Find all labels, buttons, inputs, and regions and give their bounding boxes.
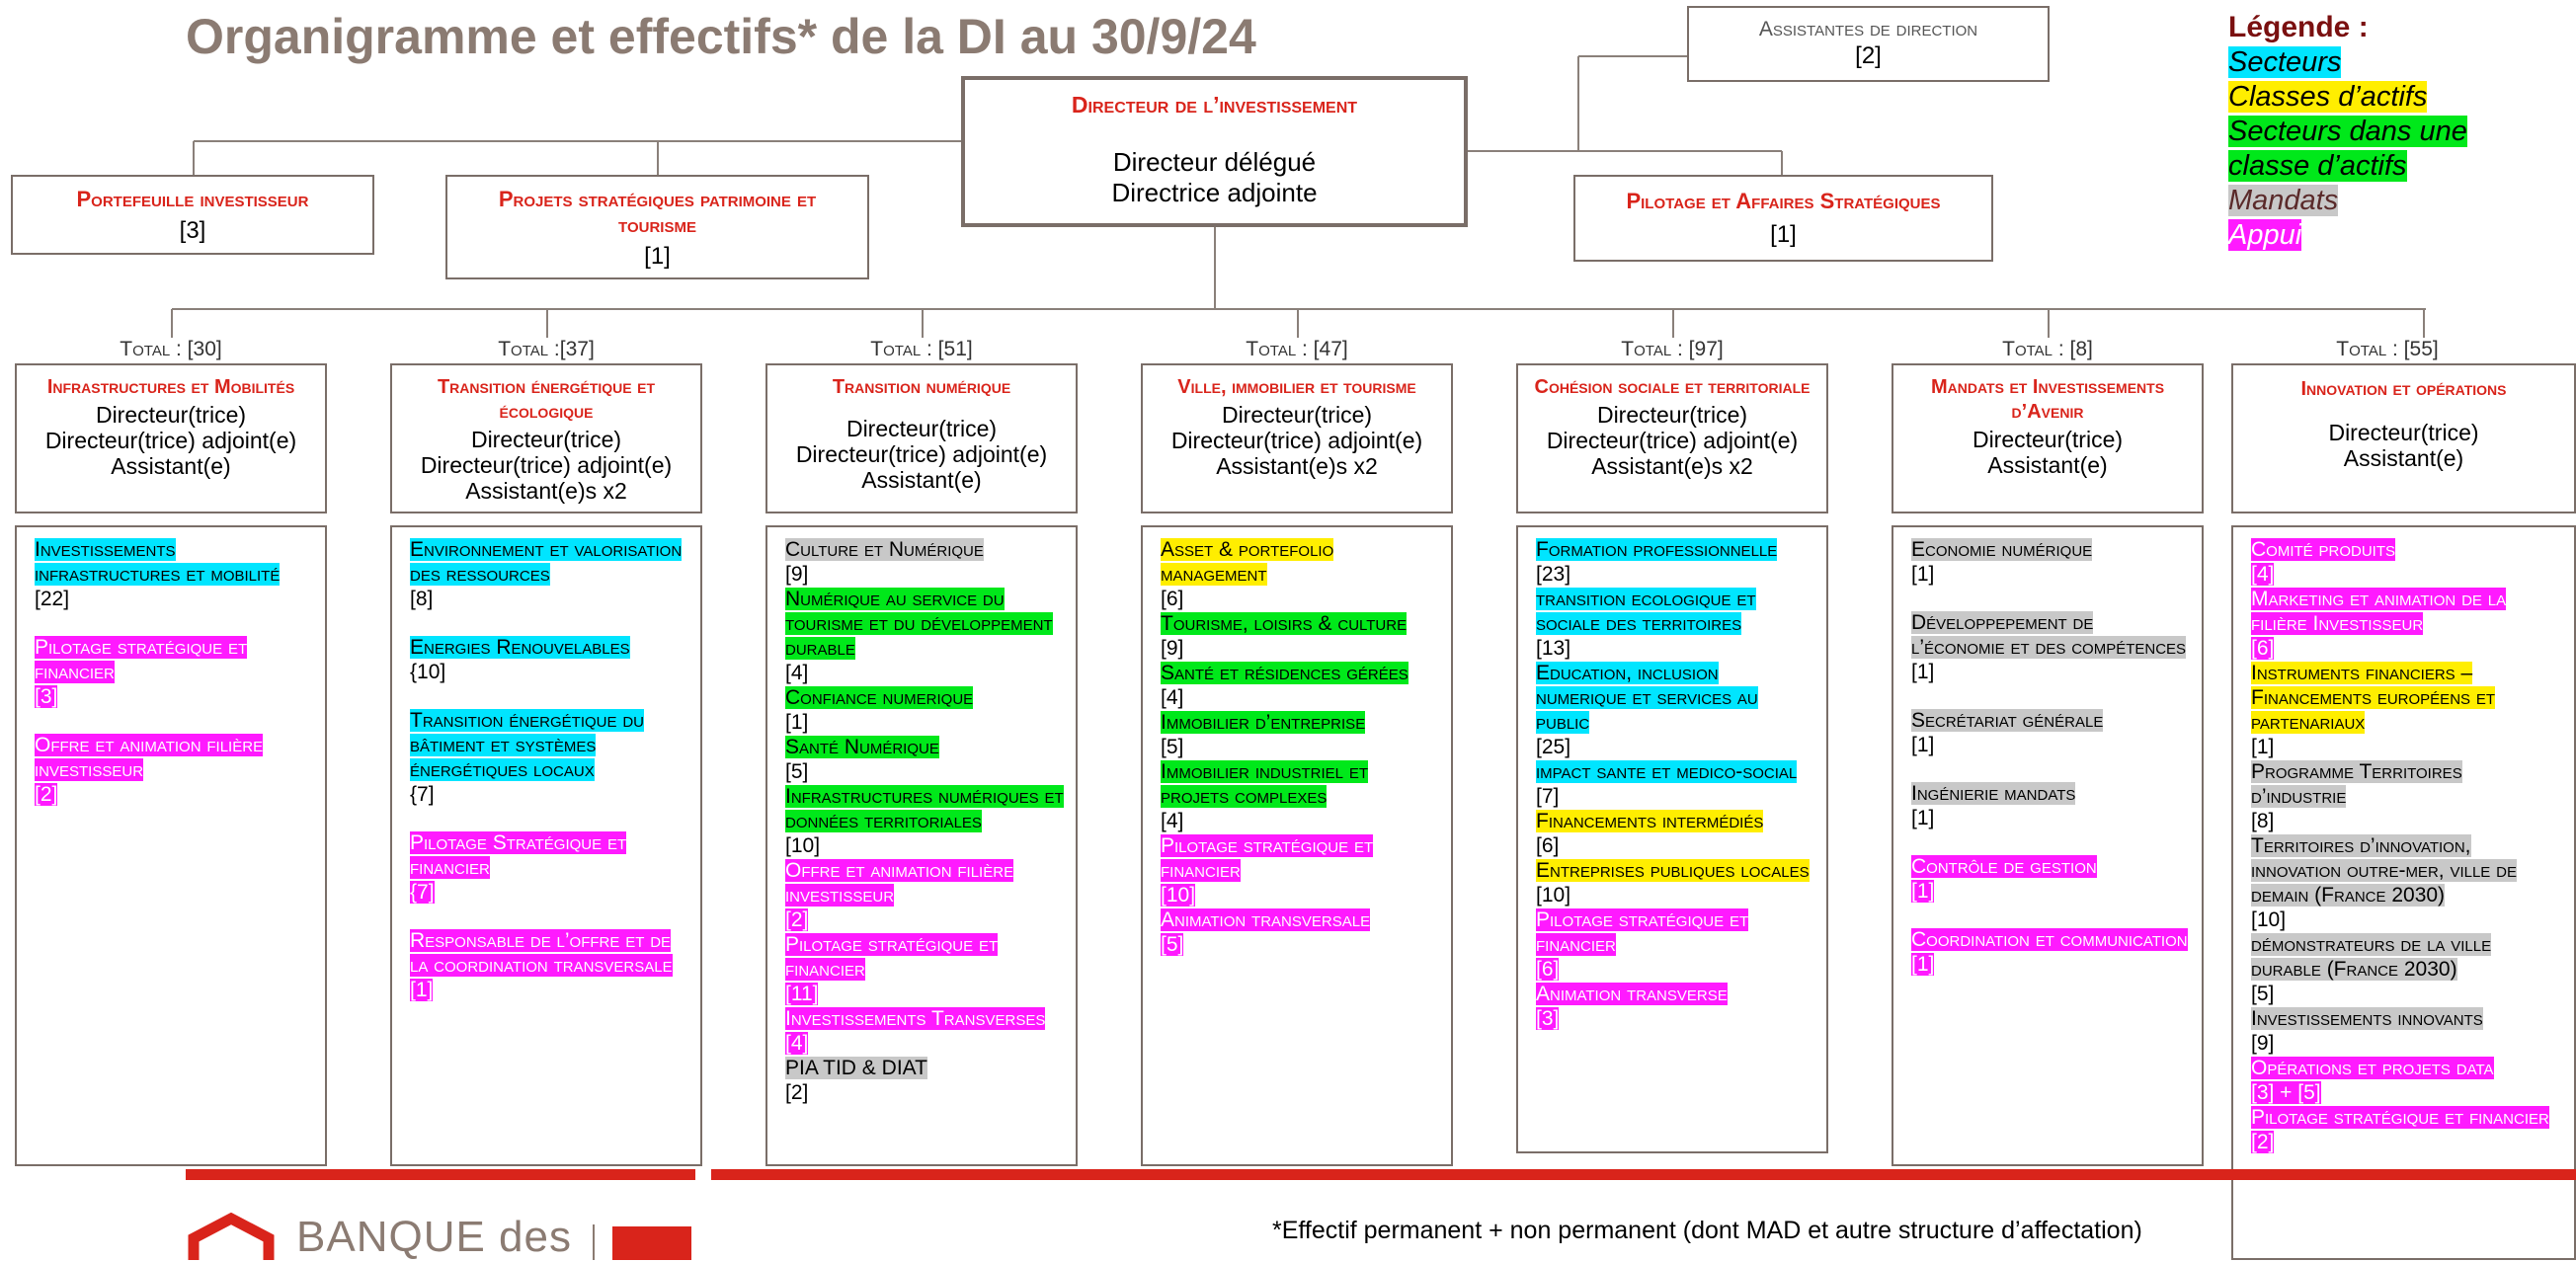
department-role: Directeur(trice) [1221,402,1373,428]
legend-item [2228,115,2525,184]
legend-item [2228,184,2525,218]
unit-count: [8] [2251,810,2275,832]
list-item [1536,907,1814,982]
department-role: Directeur(trice) [845,416,998,441]
legend-item-label: Mandats [2228,185,2339,216]
unit-count: [8] [410,588,434,610]
unit-count: [2] [35,783,58,806]
unit-label: Pilotage stratégique et financier [35,636,248,683]
department-name: Transition énergétique et écologique [437,376,656,423]
unit-label: Offre et animation filière investisseur [35,734,264,781]
unit-label: Offre et animation filière investisseur [785,859,1014,907]
unit-label: Entreprises publiques locales [1536,859,1810,882]
unit-count: [10] [1161,884,1196,907]
department-total: Total :[37] [498,338,595,360]
department-role: Assistant(e)s x2 [465,478,627,504]
unit-label: Responsable de l’offre et de la coordination transversale [410,929,673,977]
unit-label: Opérations et projets data [2251,1057,2494,1079]
unit-count: [6] [1161,588,1184,610]
legend-item [2228,218,2525,253]
unit-label: Investissements infrastructures et mobilité [35,538,281,586]
department-total: Total : [55] [2336,338,2439,360]
unit-count: [10] [1536,884,1571,907]
unit-count: [7] [1536,785,1560,808]
department-role: Directeur(trice) [95,402,247,428]
list-item [2251,833,2562,932]
unit-count: [1] [1911,807,1935,829]
unit-count: {7] [410,783,435,806]
department-units-list [1141,525,1453,1166]
unit-count: [5] [785,760,809,783]
department-units-list [15,525,327,1166]
list-item [1911,781,2190,830]
list-item [785,784,1064,858]
list-item [785,932,1064,1006]
list-item [2251,661,2562,759]
unit-count: [3] [1536,1007,1560,1030]
director-delegate: Directeur délégué [1112,147,1317,177]
unit-label: Economie numérique [1911,538,2093,561]
unit-count: [1] [1911,734,1935,756]
unit-count: [9] [785,563,809,586]
unit-count: [23] [1536,563,1571,586]
unit-count: [2] [2251,1131,2275,1153]
unit-count: [4] [1161,686,1184,709]
list-item [35,733,313,807]
unit-count: [4] [785,1032,809,1055]
logo-divider [593,1224,595,1260]
unit-count: [22] [35,588,70,610]
unit-label: Santé Numérique [785,736,939,758]
department-total: Total : [8] [2002,338,2093,360]
unit-count: [1] [1911,661,1935,683]
department-total: Total : [51] [870,338,973,360]
unit-label: Environnement et valorisation des ressources [410,538,683,586]
list-item [410,830,688,905]
assistants-box [1687,6,2050,82]
unit-projets-strategiques [445,175,869,279]
list-item [1161,833,1439,907]
department-role: Directeur(trice) adjoint(e) [1170,428,1423,453]
list-item [785,537,1064,587]
unit-label: PIA TID & DIAT [785,1057,927,1079]
list-item [2251,537,2562,587]
unit-label: Infrastructures numériques et données territoriales [785,785,1064,832]
unit-count: [4] [2251,563,2275,586]
unit-label: Pilotage stratégique et financier [1161,834,1374,882]
logo-text: BANQUE des [296,1213,572,1261]
unit-count: [2] [785,908,809,931]
unit-label: Ingénierie mandats [1911,782,2076,805]
list-item [35,537,313,611]
unit-count: [2] [785,1081,809,1104]
logo-seal-icon [612,1226,691,1260]
department-units-list [1516,525,1828,1153]
list-item [785,587,1064,685]
logo-house-icon [186,1213,284,1260]
unit-label: impact sante et medico-social [1536,760,1798,783]
list-item [1536,982,1814,1031]
legend [2228,10,2525,253]
unit-label: Education, inclusion numerique et services au public [1536,662,1758,734]
department-name: Transition numérique [832,376,1011,398]
department-units-list [765,525,1078,1166]
department-role: Directeur(trice) adjoint(e) [44,428,297,453]
assistants-title: Assistantes de direction [1758,18,1978,40]
unit-count: [1] [1770,221,1797,248]
unit-count: [5] [2251,983,2275,1005]
list-item [410,635,688,684]
unit-name: Portefeuille investisseur [76,187,309,211]
legend-item-label: Secteurs dans une classe d’actifs [2228,116,2467,182]
list-item [1911,610,2190,684]
department-header-ville-immobilier-et-tourisme [1141,363,1453,513]
unit-label: Immobilier industriel et projets complexes [1161,760,1369,808]
department-header-cohesion-sociale-et-territoriale [1516,363,1828,513]
unit-label: Numérique au service du tourisme et du développement durable [785,588,1053,660]
list-item [785,858,1064,932]
department-role: Directeur(trice) [1972,427,2124,452]
unit-count: {7] [410,881,435,904]
department-role: Assistant(e) [1987,452,2108,478]
unit-count: [4] [785,662,809,684]
footnote: *Effectif permanent + non permanent (dont MAD et autre structure d’affectation) [1272,1217,2142,1244]
list-item [1911,708,2190,757]
unit-label: Territoires d’innovation, innovation outre-mer, ville de demain (France 2030) [2251,834,2517,907]
unit-count: [3] [35,685,58,708]
list-item [1911,927,2190,977]
list-item [1161,661,1439,710]
legend-item [2228,45,2525,80]
unit-label: Pilotage stratégique et financier [1536,908,1749,956]
list-item [2251,759,2562,833]
unit-count: [1] [1911,563,1935,586]
unit-label: Asset & portefolio management [1161,538,1334,586]
unit-label: Financements intermédiés [1536,810,1764,832]
unit-label: Tourisme, loisirs & culture [1161,612,1408,635]
list-item [1161,759,1439,833]
unit-label: Investissements innovants [2251,1007,2483,1030]
department-total: Total : [97] [1621,338,1724,360]
unit-count: [13] [1536,637,1571,660]
legend-item-label: Secteurs [2228,46,2342,78]
legend-item-label: Appui [2228,219,2302,251]
unit-label: Santé et résidences gérées [1161,662,1409,684]
legend-title: Légende : [2228,11,2369,43]
unit-count: [10] [785,834,821,857]
department-header-innovation-et-operations [2231,363,2576,513]
department-header-transition-numerique [765,363,1078,513]
unit-label: Culture et Numérique [785,538,984,561]
unit-label: Coordination et communication [1911,928,2188,951]
department-role: Directeur(trice) [2328,420,2479,445]
list-item [1536,809,1814,858]
unit-count: [1] [1911,953,1935,976]
department-role: Assistant(e) [861,467,982,493]
unit-label: Développepement de l’économie et des compétences [1911,611,2187,659]
assistants-count: [2] [1855,42,1882,69]
red-bar-left [186,1169,695,1180]
director-box [961,76,1468,227]
unit-count: [1] [644,243,671,270]
department-role: Directeur(trice) [1596,402,1748,428]
list-item [410,708,688,807]
unit-count: [6] [2251,637,2275,660]
department-role: Directeur(trice) adjoint(e) [1546,428,1799,453]
unit-count: [4] [1161,810,1184,832]
unit-label: Contrôle de gestion [1911,855,2097,878]
unit-label: Animation transversale [1161,908,1371,931]
director-deputy: Directrice adjointe [1111,178,1318,207]
unit-label: Instruments financiers – Financements européens et partenariaux [2251,662,2496,734]
department-units-list [1892,525,2204,1166]
unit-label: Energies Renouvelables [410,636,630,659]
unit-name: Pilotage et Affaires Stratégiques [1626,189,1941,213]
unit-label: Marketing et animation de la filière Investisseur [2251,588,2507,635]
department-name: Mandats et Investissements d’Avenir [1930,376,2165,423]
legend-item [2228,80,2525,115]
list-item [2251,932,2562,1006]
list-item [410,537,688,611]
department-name: Innovation et opérations [2300,378,2507,400]
department-header-transition-energetique-et-ecologique [390,363,702,513]
legend-item-label: Classes d’actifs [2228,81,2428,113]
unit-count: [1] [1911,880,1935,903]
department-name: Ville, immobilier et tourisme [1177,376,1416,398]
list-item [2251,1006,2562,1056]
unit-count: [11] [785,983,819,1005]
unit-label: Programme Territoires d’industrie [2251,760,2462,808]
list-item [1536,537,1814,587]
list-item [1911,537,2190,587]
unit-name: Projets stratégiques patrimoine et tourisme [498,187,817,237]
unit-label: démonstrateurs de la ville durable (France 2030) [2251,933,2492,981]
list-item [2251,1105,2562,1154]
list-item [1911,854,2190,904]
unit-label: Animation transverse [1536,983,1728,1005]
unit-count: [3] [179,217,206,244]
unit-count: [6] [1536,834,1560,857]
list-item [410,928,688,1002]
list-item [1161,907,1439,957]
unit-label: Formation professionnelle [1536,538,1778,561]
department-role: Directeur(trice) [470,427,622,452]
department-header-mandats-et-investissements-d-avenir [1892,363,2204,513]
list-item [1536,661,1814,759]
department-name: Infrastructures et Mobilités [46,376,295,398]
list-item [35,635,313,709]
department-units-list [390,525,702,1166]
list-item [785,735,1064,784]
unit-label: Secrétariat générale [1911,709,2104,732]
unit-portefeuille [11,175,374,255]
list-item [1161,611,1439,661]
unit-label: Comité produits [2251,538,2396,561]
unit-count: [1] [785,711,809,734]
unit-pilotage [1573,175,1993,262]
department-name: Cohésion sociale et territoriale [1534,376,1811,398]
department-header-infrastructures-et-mobilites [15,363,327,513]
unit-count: [10] [2251,908,2287,931]
list-item [1161,710,1439,759]
unit-count: [5] [1161,933,1184,956]
unit-count: [6] [1536,958,1560,981]
list-item [785,1006,1064,1056]
director-title: Directeur de l’investissement [1071,92,1358,118]
unit-label: Immobilier d’entreprise [1161,711,1366,734]
unit-count: [1] [410,979,434,1001]
red-bar-right [711,1169,2576,1180]
unit-count: [9] [2251,1032,2275,1055]
unit-count: [1] [2251,736,2275,758]
department-units-list [2231,525,2576,1260]
department-role: Assistant(e)s x2 [1591,453,1753,479]
logo [186,1213,699,1260]
list-item [1536,858,1814,907]
unit-count: [3] + [5] [2251,1081,2321,1104]
unit-label: transition ecologique et sociale des territoires [1536,588,1756,635]
department-role: Assistant(e) [2343,445,2464,471]
department-role: Directeur(trice) adjoint(e) [420,452,673,478]
department-role: Assistant(e)s x2 [1216,453,1378,479]
list-item [785,685,1064,735]
department-role: Assistant(e) [111,453,231,479]
unit-label: Pilotage Stratégique et financier [410,831,627,879]
unit-label: Pilotage stratégique et financier [2251,1106,2549,1129]
list-item [1536,587,1814,661]
department-total: Total : [47] [1246,338,1348,360]
department-total: Total : [30] [120,338,222,360]
unit-count: [9] [1161,637,1184,660]
list-item [1161,537,1439,611]
unit-count: [25] [1536,736,1571,758]
page-title: Organigramme et effectifs* de la DI au 30/9/24 [186,9,1256,64]
unit-label: Transition énergétique du bâtiment et systèmes énergétiques locaux [410,709,645,781]
department-role: Directeur(trice) adjoint(e) [795,441,1048,467]
list-item [2251,587,2562,661]
unit-label: Confiance numerique [785,686,974,709]
unit-count: [5] [1161,736,1184,758]
list-item [1536,759,1814,809]
list-item [2251,1056,2562,1105]
unit-count: {10] [410,661,446,683]
unit-label: Investissements Transverses [785,1007,1046,1030]
unit-label: Pilotage stratégique et financier [785,933,999,981]
list-item [785,1056,1064,1105]
